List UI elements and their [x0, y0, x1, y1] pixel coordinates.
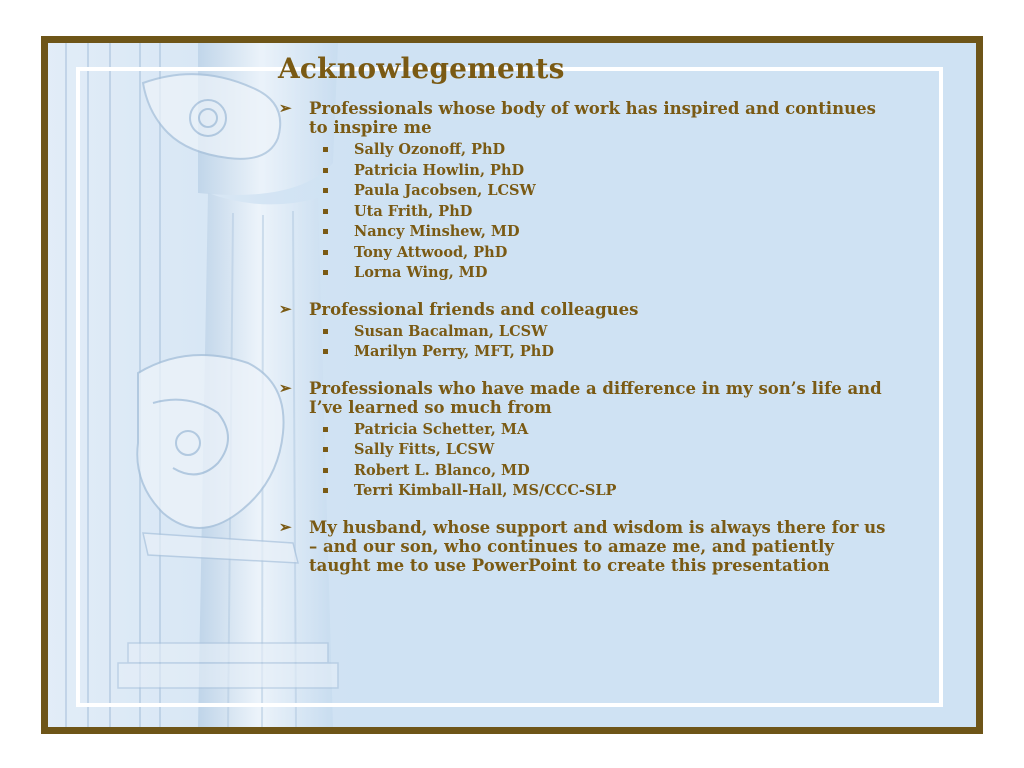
sub-bullet-list: [270, 420, 890, 502]
square-bullet-icon: [323, 468, 328, 473]
sub-bullet-text: Patricia Schetter, MA: [354, 420, 529, 438]
bullet-heading: [270, 379, 890, 417]
arrow-bullet-icon: ➢: [279, 378, 292, 397]
square-bullet-icon: [323, 488, 328, 493]
bullet-heading: [270, 99, 890, 137]
sub-bullet-item: [270, 440, 890, 461]
bullet-heading-text: Professionals whose body of work has inspired and continues to inspire me: [309, 99, 876, 137]
sub-bullet-item: [270, 243, 890, 264]
bullet-heading: [270, 518, 890, 575]
sub-bullet-item: [270, 161, 890, 182]
square-bullet-icon: [323, 229, 328, 234]
sub-bullet-item: [270, 202, 890, 223]
sub-bullet-item: [270, 222, 890, 243]
sub-bullet-text: Terri Kimball-Hall, MS/CCC-SLP: [354, 482, 617, 499]
sub-bullet-list: [270, 322, 890, 363]
square-bullet-icon: [323, 147, 328, 152]
sub-bullet-item: [270, 420, 890, 441]
sub-bullet-text: Nancy Minshew, MD: [354, 223, 520, 240]
sub-bullet-item: [270, 140, 890, 161]
square-bullet-icon: [323, 209, 328, 214]
sub-bullet-list: [270, 140, 890, 284]
square-bullet-icon: [323, 349, 328, 354]
sub-bullet-text: Marilyn Perry, MFT, PhD: [354, 343, 554, 360]
slide-title: Acknowlegements: [278, 52, 565, 85]
arrow-bullet-icon: ➢: [279, 99, 292, 117]
slide-content: [270, 52, 890, 591]
sub-bullet-text: Paula Jacobsen, LCSW: [354, 182, 536, 199]
square-bullet-icon: [323, 188, 328, 193]
sub-bullet-text: Tony Attwood, PhD: [354, 243, 508, 261]
bullet-group: [270, 99, 890, 284]
sub-bullet-item: [270, 481, 890, 502]
square-bullet-icon: [323, 329, 328, 334]
bullet-heading-text: Professional friends and colleagues: [309, 299, 639, 319]
sub-bullet-text: Lorna Wing, MD: [354, 264, 488, 281]
square-bullet-icon: [323, 168, 328, 173]
sub-bullet-item: [270, 322, 890, 343]
bullet-heading: [270, 300, 890, 319]
square-bullet-icon: [323, 250, 328, 255]
sub-bullet-item: [270, 263, 890, 284]
bullet-group: [270, 379, 890, 502]
sub-bullet-item: [270, 181, 890, 202]
arrow-bullet-icon: ➢: [279, 299, 292, 318]
bullet-heading-text: Professionals who have made a difference in my son’s life and I’ve learned so much from: [309, 378, 882, 417]
sub-bullet-item: [270, 461, 890, 482]
bullet-group: [270, 300, 890, 363]
sub-bullet-item: [270, 342, 890, 363]
bullet-heading-text: My husband, whose support and wisdom is always there for us – and our son, who continues to amaze me, and patiently taught me to use PowerPoint to create this presentation: [309, 517, 886, 575]
bullet-group: [270, 518, 890, 575]
sub-bullet-text: Uta Frith, PhD: [354, 202, 473, 220]
sub-bullet-text: Robert L. Blanco, MD: [354, 461, 530, 479]
square-bullet-icon: [323, 427, 328, 432]
sub-bullet-text: Sally Ozonoff, PhD: [354, 141, 506, 158]
square-bullet-icon: [323, 270, 328, 275]
sub-bullet-text: Susan Bacalman, LCSW: [354, 322, 548, 340]
sub-bullet-text: Patricia Howlin, PhD: [354, 161, 525, 179]
arrow-bullet-icon: ➢: [279, 517, 292, 536]
sub-bullet-text: Sally Fitts, LCSW: [354, 441, 495, 458]
square-bullet-icon: [323, 447, 328, 452]
